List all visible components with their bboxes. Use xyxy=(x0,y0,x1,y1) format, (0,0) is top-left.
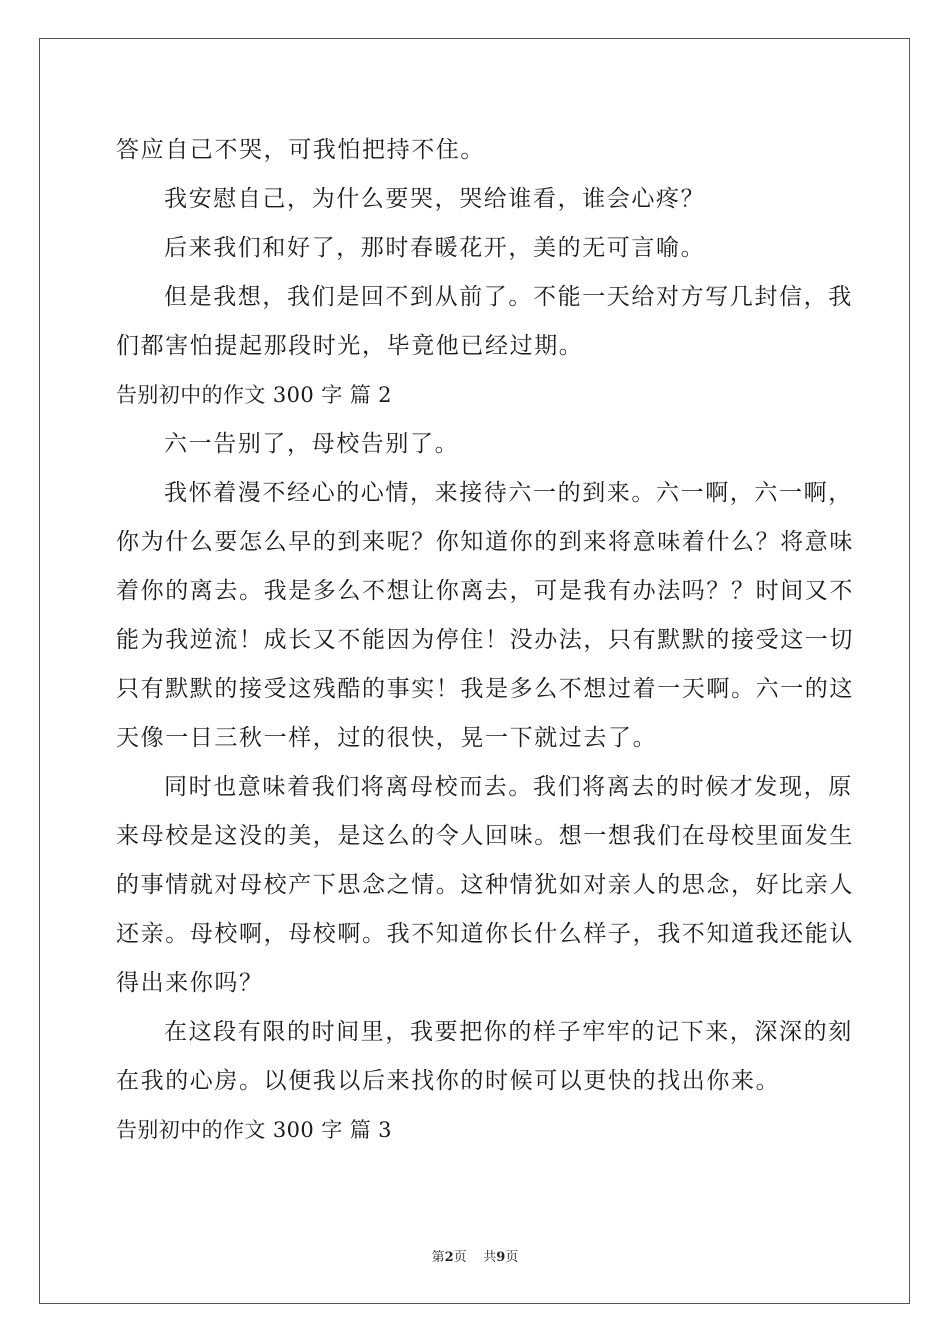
text-line: 你为什么要怎么早的到来呢？你知道你的到来将意味着什么？将意味 xyxy=(116,529,854,555)
footer-total-suffix: 页 xyxy=(505,1250,519,1265)
text-line: 在我的心房。以便我以后来找你的时候可以更快的找出你来。 xyxy=(116,1068,781,1094)
text-line: 天像一日三秋一样，过的很快，晃一下就过去了。 xyxy=(116,725,658,751)
text-line: 得出来你吗？ xyxy=(116,970,264,996)
footer-page-number: 2 xyxy=(444,1250,454,1265)
text-line: 六一告别了，母校告别了。 xyxy=(164,431,460,457)
text-line: 着你的离去。我是多么不想让你离去，可是我有办法吗？？时间又不 xyxy=(116,578,854,604)
document-body xyxy=(116,126,854,1155)
text-line: 答应自己不哭，可我怕把持不住。 xyxy=(116,137,485,163)
text-line: 在这段有限的时间里，我要把你的样子牢牢的记下来，深深的刻 xyxy=(164,1019,853,1045)
text-line: 但是我想，我们是回不到从前了。不能一天给对方写几封信，我 xyxy=(164,284,853,310)
text-line: 能为我逆流！成长又不能因为停住！没办法，只有默默的接受这一切 xyxy=(116,627,854,653)
section-heading: 告别初中的作文 300 字 篇 2 xyxy=(116,383,392,407)
footer-page-prefix: 第 xyxy=(431,1250,445,1265)
page-footer xyxy=(0,1246,950,1265)
footer-total-pages: 9 xyxy=(496,1250,506,1265)
text-line: 来母校是这没的美，是这么的令人回味。想一想我们在母校里面发生 xyxy=(116,823,854,849)
section-heading: 告别初中的作文 300 字 篇 3 xyxy=(116,1118,392,1142)
footer-page-suffix: 页 xyxy=(453,1250,467,1265)
text-line: 的事情就对母校产下思念之情。这种情犹如对亲人的思念，好比亲人 xyxy=(116,872,854,898)
text-line: 还亲。母校啊，母校啊。我不知道你长什么样子，我不知道我还能认 xyxy=(116,921,854,947)
text-line: 们都害怕提起那段时光，毕竟他已经过期。 xyxy=(116,333,584,359)
text-line: 同时也意味着我们将离母校而去。我们将离去的时候才发现，原 xyxy=(164,774,853,800)
text-line: 后来我们和好了，那时春暖花开，美的无可言喻。 xyxy=(164,235,706,261)
text-line: 我怀着漫不经心的心情，来接待六一的到来。六一啊，六一啊， xyxy=(164,480,853,506)
footer-total-prefix: 共 xyxy=(483,1250,497,1265)
text-line: 只有默默的接受这残酷的事实！我是多么不想过着一天啊。六一的这 xyxy=(116,676,854,702)
text-line: 我安慰自己，为什么要哭，哭给谁看，谁会心疼？ xyxy=(164,186,706,212)
